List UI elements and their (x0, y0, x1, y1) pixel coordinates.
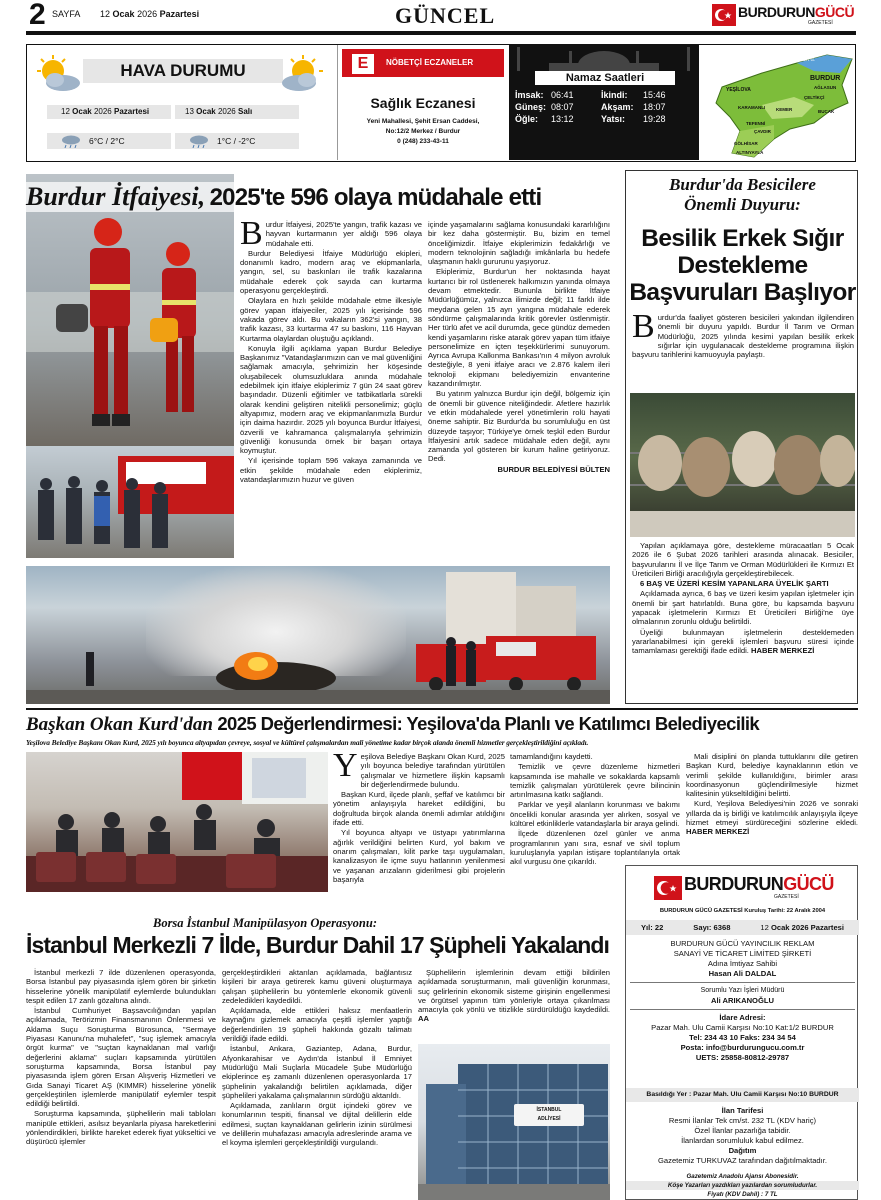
prayer-times-table (515, 89, 695, 125)
fire-text-col2: içinde yaşamalarını sağlama konusundaki kararlılığını bir kez daha göstermiştir. Bu, bizim en temel önceliğimizdir. İtfaiye ekiplerimizin fedakârlığı ve modern teknolojinin sağladığı imkânlarla bu hedefe ulaşmanın haklı gururunu yaşıyoruz. Ekiplerimiz, Burdur'un her noktasında hayat kurtarıcı bir rol üstlenerek halkımızın yanında olmaya devam etmektedir. Bununla birlikte İtfaiye Müdürlüğümüz, yalnızca ilimizde değil; 11 farklı ilde meydana gelen 15 ayrı yangına müdahale ederek söndürme çalışmalarında kritik görevler üstlenmiştir. Her türlü afet ve acil durumda, gece gündüz demeden kendi yaşamlarını riske atarak görev yapan tüm itfaiye personelimize en içten teşekkürlerimi sunuyorum. Ayrıca Avrupa Kalkınma Bankası'nın 4 milyon avroluk desteğiyle, 8 yeni itfaiye aracı ve 2.876 kalem ileri teknoloji ekipmanı belediyemizin envanterine kazandırılmıştır. Bu yatırım yalnızca Burdur için değil, bölgemiz için de önemli bir güvence niteliğindedir. Afetlere hazırlık ve etkin müdahalede yerel yönetimlerin rolü hayati öneme sahiptir. Biz Burdur'da bu sorumluluğu en üst düzeyde taşıyor; Türkiye'ye örnek teşkil eden Burdur İtfaiyesini artık sadece müdahale eden değil, aynı zamanda yol gösteren bir kurum haline getiriyoruz. Dedi. BURDUR BELEDİYESİ BÜLTEN (428, 220, 610, 474)
page-number: 2 (29, 0, 46, 31)
fire-crew-photo (26, 446, 234, 558)
firefighters-photo (26, 174, 234, 446)
imprint-body: BURDURUN GÜCÜ YAYINCILIK REKLAM SANAYİ VE TİCARET LİMİTED ŞİRKETİ Adına İmtiyaz Sahibi Hasan Ali DALDAL Sorumlu Yazı İşleri Müdürü Ali ARIKANOĞLU İdare Adresi: Pazar Mah. Ulu Camii Karşısı No:10 Kat:1/2 BURDUR Tel: 234 43 10 Faks: 234 34 54 Posta: info@burdurungucu.com.tr UETS: 25858-80812-29787 (630, 939, 855, 1063)
imprint-ads: İlan Tarifesi Resmi İlanlar Tek cm/st. 232 TL (KDV hariç) Özel İlanlar pazarlığa tabidir. İlanlardan sorumluluk kabul edilmez. Dağıtım Gazetemiz TURKUVAZ tarafından dağıtılmaktadır. (658, 1106, 827, 1165)
prayer-title: Namaz Saatleri (535, 71, 675, 85)
yesilova-headline: Başkan Okan Kurd'dan 2025 Değerlendirmesi: Yeşilova'da Planlı ve Katılımcı Belediyecilik (26, 713, 760, 735)
drop-cap: B (240, 220, 263, 252)
livestock-article (625, 170, 858, 704)
prayer-row: Öğle: 13:12 Yatsı: 19:28 (515, 114, 666, 124)
prayer-panel (509, 45, 699, 160)
burdur-map: BURDUR G. BURDUR YEŞİLOVA AĞLASUN ÇELTİKÇİ KARAMANLI KEMER BUCAK TEFENNİ ÇAVDIR GÖLHİSAR ALTINYAYLA (702, 45, 855, 160)
drop-cap: B (632, 313, 655, 345)
masthead-logo: BURDURUNGÜCÜ GAZETESİ (712, 2, 857, 28)
weather-day1-temp-box: 6°C / 2°C (47, 133, 171, 149)
fire-signature: BURDUR BELEDİYESİ BÜLTEN (497, 464, 610, 474)
rain-cloud-icon (189, 135, 209, 148)
section-divider (26, 708, 858, 710)
istanbul-col2: gerçekleştirdikleri aktarılan açıklamada, bağlantısız kişileri bir araya getirerek kamu güveni oluşturmaya çalışan şüphelilerin bu yöntemlerle ekonomik güvenli zedeledikleri kaydedildi. Açıklamada, elde ettikleri haksız menfaatlerin kaynağını gizlemek amacıyla çeşitli işlemler yaptığı değerlendirilen 19 şüpheli hakkında gözaltı talimatı verildiği ifade edildi. İstanbul, Ankara, Gaziantep, Adana, Burdur, Afyonkarahisar ve Aydın'da İstanbul İl Emniyet Müdürlüğü Mali Suçlarla Mücadele Şube Müdürlüğü ekiplerince eş zamanlı düzenlenen operasyonlarda 17 şüphelinin yakalandığı belirtilen açıklamada, diğer şüphelileri yakalama çalışmalarının sürdüğü aktarıldı. Açıklamada, zanlıların örgüt içindeki görev ve konumlarının tespiti, finansal ve dijital delillerin elde edilmesi, suçtan kaynaklanan gelirlerin izinin sürülmesi ve delillerin muhafazası amacıyla adreslerinde arama ve el koyma işlemleri gerçekleştirildiği vurgulandı. (222, 968, 412, 1148)
rain-cloud-icon (61, 135, 81, 148)
sun-cloud-icon (279, 55, 329, 93)
burning-car-photo (26, 566, 610, 704)
imprint-founded: BURDURUN GÜCÜ GAZETESİ Kuruluş Tarihi: 22 Aralık 2004 (659, 908, 826, 914)
yesilova-col1: Yeşilova Belediye Başkanı Okan Kurd, 2025 yılı boyunca belediye tarafından yürütülen çalışmalar ve hizmetlere ilişkin kapsamlı bir değerlendirmede bulundu. Başkan Kurd, ilçede planlı, şeffaf ve katılımcı bir yönetim anlayışıyla hareket edildiğini, bu doğrultuda birçok alanda önemli adımlar atıldığını ifade etti. Yıl boyunca altyapı ve üstyapı yatırımlarına ağırlık verildiğini belirten Kurd, yol bakım ve onarım çalışmaları, kilit parke taşı uygulamaları, kanalizasyon ile içme suyu hatlarının yenilenmesi ve yaşanan arızaların giderilmesi gibi projelerin başarıyla (333, 752, 505, 884)
info-bar (26, 44, 856, 162)
header-date: 12 Ocak 2026 Pazartesi (100, 9, 200, 19)
weather-panel (27, 45, 333, 160)
weather-day2-date: 13 Ocak 2026 Salı (175, 105, 299, 119)
weather-day1-date: 12 Ocak 2026 Pazartesi (47, 105, 171, 119)
weather-day2-temp-box: 1°C / -2°C (175, 133, 299, 149)
livestock-signature: HABER MERKEZİ (751, 646, 815, 656)
fire-scene (26, 606, 610, 704)
yesilova-col3: Mali disiplini ön planda tuttuklarını dile getiren Başkan Kurd, belediye kaynaklarının etkin ve verimli şekilde kullanıldığını, birimler arası koordinasyonun güçlendirilmesiyle hizmet kalitesinin yükseltildiğini belirtti. Kurd, Yeşilova Belediyesi'nin 2026 ve sonraki yıllarda da iş birliği ve katılımcılık anlayışıyla ilçeye hizmet etmeyi sürdüreceğini sözlerine ekledi. HABER MERKEZİ (686, 752, 858, 837)
pharmacy-panel (337, 45, 507, 160)
flag-icon (654, 876, 682, 900)
header-rule (26, 31, 856, 35)
flag-icon (712, 4, 736, 26)
istanbul-signature: AA (418, 1014, 429, 1024)
province-map-shape (702, 45, 855, 160)
livestock-lead: Burdur'da faaliyet gösteren besicileri yakından ilgilendiren önemli bir duyuru yapıldı. Burdur İl Tarım ve Orman Müdürlüğü, 2025 yılında kesimi yapılan besilik erkek sığırlar için uygulanacak destekleme programına ilişkin başvuru tarihlerini kamuoyuyla paylaştı. (632, 313, 854, 360)
istanbul-col1: İstanbul merkezli 7 ilde düzenlenen operasyonda, Borsa İstanbul pay piyasasında işlem gören bir şirketin hisselerine yönelik manipülatif eylemlerde bulundukları tespit edilen 17 zanlı gözaltına alındı. İstanbul Cumhuriyet Başsavcılığından yapılan açıklamada, Terörizmin Finansmanının Önlenmesi ve Aklama Suçu Soruşturma Bürosunca, "Sermaye Piyasası Kanunu'na muhalefet", "suç işlemek amacıyla örgüt kurma" ve "suçtan kaynaklanan mal varlığı değerlerini aklama" suçları kapsamında yürütülen soruşturma kapsamında, Borsa İstanbul pay piyasasında işlem gören Ersan Alışveriş Hizmetleri ve Gıda Sanayi Ticaret AŞ (KIMMR) hisselerine yönelik gerçekleştirilen işlemlerde manipülatif eylemler tespit edildiği belirtildi. Soruşturma kapsamında, şüphelilerin mali tabloları manipüle ettikleri, asılsız beyanlarla piyasa hareketlerini yönlendirdikleri, birlikte hareket ederek fiyat yükseltici ve düşürücü işlemler (26, 968, 216, 1147)
istanbul-kicker: Borsa İstanbul Manipülasyon Operasyonu: (152, 916, 378, 930)
page-label: SAYFA (52, 9, 81, 19)
cattle-photo (630, 393, 855, 537)
seated-people (26, 792, 328, 892)
cattle-figures (630, 393, 855, 537)
page-header (0, 0, 881, 30)
fire-article (26, 174, 610, 704)
livestock-kicker: Burdur'da Besicilere Önemli Duyuru: (669, 175, 816, 214)
courthouse-sign: İSTANBUL ADLİYESİ (514, 1104, 584, 1126)
livestock-subhead: 6 BAŞ VE ÜZERİ KESİM YAPANLARA ÜYELİK ŞARTI (640, 579, 829, 589)
fire-headline: Burdur İtfaiyesi, 2025'te 596 olaya müdahale etti (26, 182, 610, 212)
imprint-logo: BURDURUNGÜCÜ GAZETESİ (654, 874, 844, 904)
livestock-body: Yapılan açıklamaya göre, destekleme müracaatları 5 Ocak 2026 ile 6 Şubat 2026 tarihleri arasında alınacak. Besiciler, başvurularını İl ve İlçe Tarım ve Orman Müdürlükleri ile Kırmızı Et Üreticileri Birliği aracılığıyla gerçekleştirebilecek. 6 BAŞ VE ÜZERİ KESİM YAPANLARA ÜYELİK ŞARTI Açıklamada ayrıca, 6 baş ve üzeri kesim yapılan işletmeler için önemli bir şart hatırlatıldı. Buna göre, bu kapsamda başvuru yapacak işletmelerin Kırmızı Et Üreticileri Birliği'ne üye olmalarının zorunlu olduğu belirtildi. Üyeliği bulunmayan işletmelerin desteklemeden yararlanabilmesi için gerekli işlemleri başvuru süresi içinde tamamlaması gerektiği ifade edildi. HABER MERKEZİ (632, 541, 854, 656)
imprint-issue: Yıl: 22 Sayı: 6368 12 Ocak 2026 Pazartesi (626, 920, 859, 935)
pharmacy-title: NÖBETÇİ ECZANELER (386, 58, 474, 67)
drop-cap: Y (333, 752, 358, 784)
istanbul-headline: İstanbul Merkezli 7 İlde, Burdur Dahil 17 Şüpheli Yakalandı (26, 932, 609, 958)
imprint-notes: Gazetemiz Anadolu Ajansı Abonesidir. Köşe Yazarları yazdıkları yazılardan sorumludurlar. Fiyatı (KDV Dahil) : 7 TL (626, 1172, 859, 1199)
fire-text-col1: Burdur İtfaiyesi, 2025'te yangın, trafik kazası ve hayvan kurtarmanın yer aldığı 596 olaya müdahale etti. Burdur Belediyesi İtfaiye Müdürlüğü ekipleri, donanımlı kadro, modern araç ve ekipmanlarla, yangın, sel, su baskınları ile trafik kazalarına müdahale ederek çok sayıda can kurtarma operasyonu gerçekleştirdi. Olaylara en hızlı şekilde müdahale etme ilkesiyle görev yapan itfaiyeciler, 2025 yılı içerisinde 596 vakada görev aldı. Bu vakaların 362'si yangın, 38 trafik kazası, 33 kurtarma 47 su baskını, 116 Hayvan Kurtarma olaylardan oluştuğu açıklandı. Konuyla ilgili açıklama yapan Burdur Belediye Başkanımız "Vatandaşlarımızın can ve mal güvenliğini sağlamak amacıyla, şehrimizin her köşesinde oluşabilecek olumsuzluklara anında müdahale edebilmek için itfaiye ekiplerimiz 7 gün 24 saat görev başındadır. Düzenli eğitimler ve tatbikatlarla sürekli olarak kendini geliştiren nitelikli personelimiz; güçlü altyapımız, modern araç ve ekipmanlarımızla Burdur için daima hazırdır. 2025 yılı boyunca Burdur İtfaiyesi, özverili ve kahramanca çalışmalarıyla şehrimizin güvenliği konusunda örnek bir başarı ortaya koymuştur. Yıl içerisinde toplam 596 vakaya zamanında ve etkin şekilde müdahale eden ekiplerimiz, vatandaşlarımızın huzur ve güven (240, 220, 422, 485)
council-meeting-photo (26, 752, 328, 892)
sun-cloud-icon (33, 55, 83, 93)
pharmacy-e-icon: E (352, 54, 374, 74)
pharmacy-address: Yeni Mahallesi, Şehit Ersan Caddesi, No:12/2 Merkez / Burdur 0 (248) 233-43-11 (366, 118, 480, 145)
section-title: GÜNCEL (395, 3, 496, 28)
imprint-printer: Basıldığı Yer : Pazar Mah. Ulu Camii Karşısı No:10 BURDUR (626, 1088, 859, 1102)
courthouse-photo (418, 1044, 610, 1200)
imprint-box (625, 865, 858, 1200)
glass-facade (458, 1064, 608, 1194)
yesilova-col2: tamamlandığını kaydetti. Temizlik ve çevre düzenleme hizmetleri kapsamında ise mahalle ve sokaklarda kapsamlı temizlik çalışmaları yürütülerek çevre bilincinin artırılmasına katkı sağlandı. Parklar ve yeşil alanların korunması ve bakımı öncelikli konular arasında yer alırken, sosyal ve kültürel etkinliklerle vatandaşlarla bir araya gelindi. İlçede düzenlenen özel günler ve anma programlarının yanı sıra, esnaf ve sivil toplum kuruluşlarıyla yapılan istişare toplantılarıyla ortak akıl vurgusu öne çıkarıldı. (510, 752, 680, 867)
firefighter-figures (46, 214, 216, 446)
istanbul-col3: Şüphelilerin işlemlerinin devam ettiği bildirilen açıklamada soruşturmanın, mali güvenliğin korunması, suç gelirlerinin ekonomik sisteme girişinin engellenmesi ve örgütsel yapının tüm yönleriyle ortaya çıkarılması amacıyla çok yönlü ve titizlikle sürdürüldüğü kaydedildi. AA (418, 968, 610, 1024)
livestock-headline: Besilik Erkek Sığır Destekleme Başvuruları Başlıyor (629, 225, 856, 306)
prayer-row: Güneş: 08:07 Akşam: 18:07 (515, 102, 666, 112)
prayer-row: İmsak: 06:41 İkindi: 15:46 (515, 90, 666, 100)
people-group (32, 472, 182, 558)
yesilova-deck: Yeşilova Belediye Başkanı Okan Kurd, 2025 yılı boyunca altyapıdan çevreye, sosyal ve kültürel çalışmalardan mali yönetime kadar birçok alanda önemli hizmetler gerçekleştirildiğini açıkladı. (26, 738, 589, 747)
yesilova-signature: HABER MERKEZİ (686, 827, 750, 837)
pharmacy-name: Sağlık Eczanesi (370, 95, 476, 111)
weather-title: HAVA DURUMU (83, 59, 283, 83)
